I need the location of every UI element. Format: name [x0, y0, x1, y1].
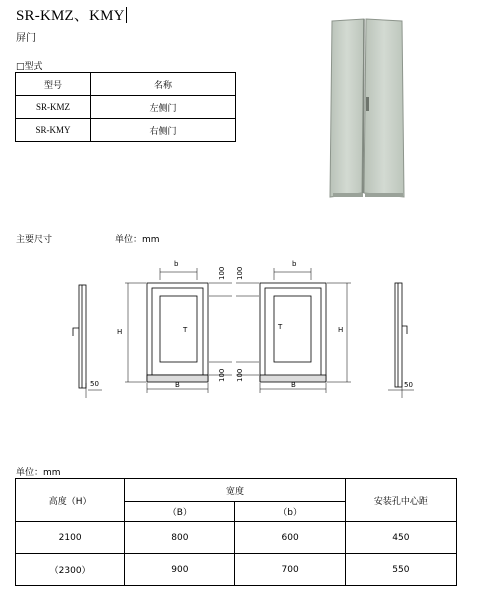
- header-B: （B）: [125, 502, 235, 522]
- depth-50-label-right: 50: [404, 381, 413, 389]
- B-cell: 800: [125, 522, 235, 554]
- table-row: [16, 554, 457, 586]
- model-cell: SR-KMY: [16, 119, 91, 142]
- hinge-T-label: T: [183, 326, 188, 334]
- dimensions-unit: 单位：mm: [115, 235, 160, 245]
- type-table: [15, 72, 236, 142]
- size-table: [15, 478, 457, 586]
- hole-cell: 450: [345, 522, 456, 554]
- b-cell: 600: [235, 522, 345, 554]
- type-section-label: □型式: [16, 62, 43, 72]
- depth-50-label: 50: [90, 380, 99, 388]
- technical-drawing: [0, 250, 491, 410]
- size-unit: 单位：mm: [16, 468, 61, 478]
- header-hole-distance: 安装孔中心距: [345, 479, 456, 522]
- model-cell: SR-KMZ: [16, 96, 91, 119]
- header-model: 型号: [16, 73, 91, 96]
- hinge-T-label-right: T: [278, 323, 283, 331]
- left-side-view: [73, 285, 102, 398]
- dim-b-label-right: b: [292, 260, 297, 268]
- dim-H-label-right: H: [338, 326, 344, 334]
- header-b: （b）: [235, 502, 345, 522]
- dimensions-label: 主要尺寸: [16, 235, 53, 245]
- product-name: 屏门: [16, 33, 36, 44]
- table-header-row: [16, 479, 457, 502]
- table-row: [16, 96, 236, 119]
- right-front-view: [236, 260, 351, 393]
- door-photo: [328, 17, 406, 199]
- header-width: 宽度: [125, 479, 346, 502]
- dim-100-bottom-label: 100: [218, 368, 226, 382]
- height-cell: （2300）: [16, 554, 125, 586]
- header-name: 名称: [91, 73, 236, 96]
- name-cell: 左侧门: [91, 96, 236, 119]
- b-cell: 700: [235, 554, 345, 586]
- dim-100-top-label: 100: [218, 266, 226, 280]
- left-front-view: [117, 260, 232, 393]
- header-height: 高度（H）: [16, 479, 125, 522]
- table-row: [16, 522, 457, 554]
- table-row: [16, 119, 236, 142]
- dim-b-label: b: [174, 260, 179, 268]
- table-header-row: [16, 73, 236, 96]
- page-title: SR-KMZ、KMY: [16, 8, 125, 24]
- dim-H-label: H: [117, 328, 123, 336]
- B-cell: 900: [125, 554, 235, 586]
- dim-100-bottom-label-right: 100: [236, 368, 244, 382]
- dim-100-top-label-right: 100: [236, 266, 244, 280]
- name-cell: 右侧门: [91, 119, 236, 142]
- right-side-view: [388, 283, 414, 398]
- hole-cell: 550: [345, 554, 456, 586]
- dim-B-label: B: [175, 381, 180, 389]
- text-cursor: [126, 7, 127, 23]
- height-cell: 2100: [16, 522, 125, 554]
- dim-B-label-right: B: [291, 381, 296, 389]
